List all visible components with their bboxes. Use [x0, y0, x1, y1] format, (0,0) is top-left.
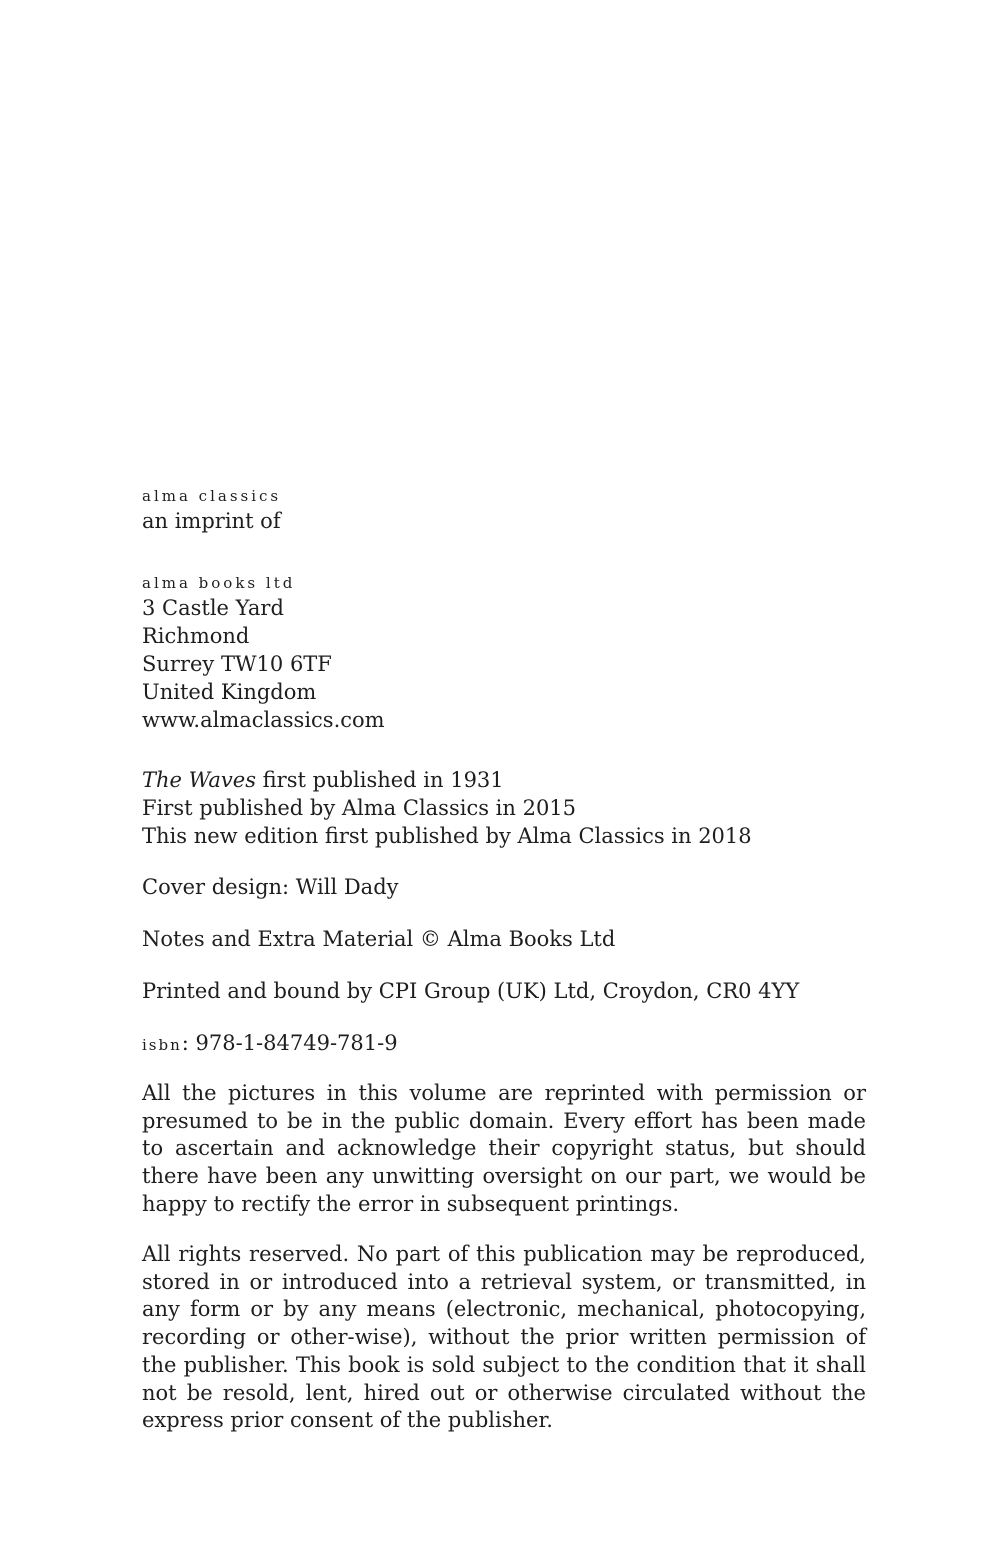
- notes-credit: [142, 925, 866, 953]
- isbn-text: [142, 1029, 866, 1059]
- cover-design-text: Cover design: Will Dady: [142, 875, 399, 899]
- imprint-line: an imprint of: [142, 509, 281, 533]
- isbn-line: [142, 1029, 866, 1059]
- alma-first-published: First published by Alma Classics in 2015: [142, 796, 577, 820]
- pictures-notice: [142, 1080, 866, 1219]
- address-line: Surrey TW10 6TF: [142, 652, 332, 676]
- address-line: 3 Castle Yard: [142, 596, 284, 620]
- address-line: United Kingdom: [142, 680, 317, 704]
- printer-text: Printed and bound by CPI Group (UK) Ltd, Croydon, CR0 4YY: [142, 979, 800, 1003]
- imprint-block: [142, 485, 866, 535]
- first-published-line: [142, 766, 866, 794]
- isbn-value: : 978-1-84749-781-9: [181, 1031, 398, 1055]
- isbn-label: isbn: [142, 1036, 182, 1054]
- notes-text: Notes and Extra Material © Alma Books Ltd: [142, 927, 616, 951]
- first-published-text: first published in 1931: [255, 768, 504, 792]
- pictures-notice-text: All the pictures in this volume are reprinted with permission or presumed to be in the public domain. Every effort has been made to ascertain and acknowledge their copyright status, but should there have been any unwitting oversight on our part, we would be happy to rectify the error in subsequent printings.: [142, 1081, 866, 1216]
- printer-credit: [142, 977, 866, 1005]
- cover-design-credit: [142, 873, 866, 901]
- series-name: alma classics: [142, 487, 282, 505]
- publisher-name: alma books ltd: [142, 574, 296, 592]
- rights-notice-text: All rights reserved. No part of this publication may be reproduced, stored in or introduced into a retrieval system, or transmitted, in any form or by any means (electronic, mechanical, photocopying, recording or other-wise), without the prior written permission of the publisher. This book is sold subject to the condition that it shall not be resold, lent, hired out or otherwise circulated without the express prior consent of the publisher.: [142, 1242, 866, 1433]
- publication-history: [142, 766, 866, 850]
- book-title: The Waves: [142, 768, 256, 792]
- address-line: Richmond: [142, 624, 250, 648]
- rights-notice: [142, 1241, 866, 1435]
- publisher-block: [142, 572, 866, 734]
- publisher-website: www.almaclassics.com: [142, 708, 385, 732]
- new-edition-line: This new edition first published by Alma Classics in 2018: [142, 824, 752, 848]
